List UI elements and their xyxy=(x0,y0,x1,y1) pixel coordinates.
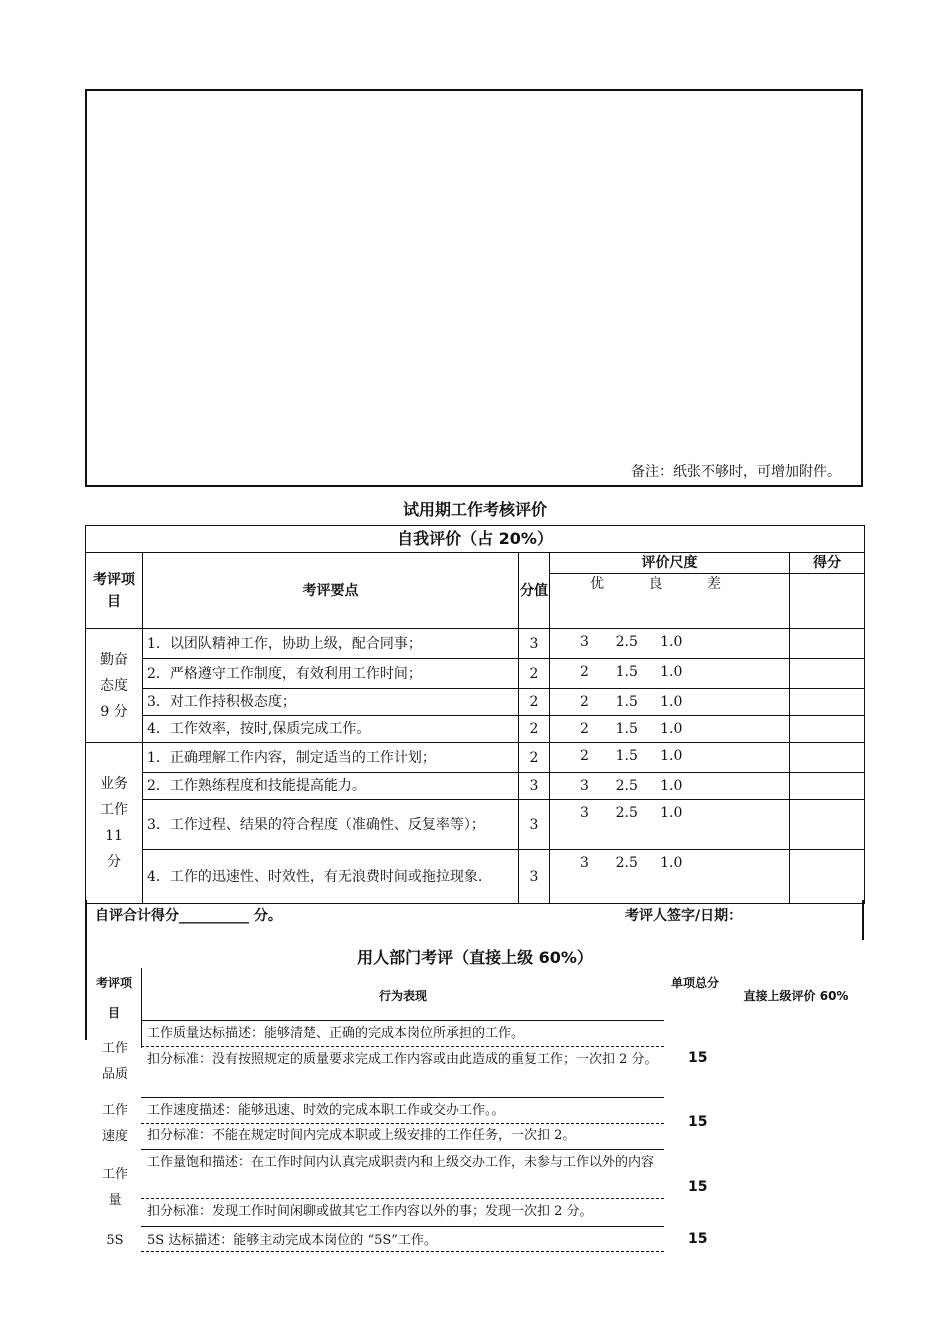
dept-desc: 工作速度描述：能够迅速、时效的完成本职工作或交办工作。。 xyxy=(147,1103,505,1118)
criterion-row: 2．工作熟练程度和技能提高能力。 xyxy=(143,773,519,800)
dept-score: 15 xyxy=(688,1114,708,1130)
scale-labels: 优 良 差 xyxy=(590,576,722,592)
criterion-value: 3 xyxy=(519,850,550,904)
dept-deduct: 扣分标准：发现工作时间闲聊或做其它工作内容以外的事；发现一次扣 2 分。 xyxy=(147,1204,593,1219)
dept-eval-header: 用人部门考评（直接上级 60%） xyxy=(357,948,593,967)
dept-desc: 5S 达标描述：能够主动完成本岗位的 “5S”工作。 xyxy=(147,1233,437,1248)
dept-score: 15 xyxy=(688,1050,708,1066)
dept-col-superior: 直接上级评价 60% xyxy=(743,989,849,1003)
dept-item-speed: 工作速度 xyxy=(101,1103,128,1144)
divider xyxy=(141,968,142,1048)
criterion-scale: 2 1.5 1.0 xyxy=(550,659,790,689)
criterion-scale: 2 1.5 1.0 xyxy=(550,743,790,773)
score-cell[interactable] xyxy=(790,689,865,716)
col-scale-header: 评价尺度 优 良 差 xyxy=(550,553,790,629)
criterion-row: 4．工作效率，按时,保质完成工作。 xyxy=(143,716,519,743)
page-title: 试用期工作考核评价 xyxy=(402,500,547,519)
dept-desc: 工作质量达标描述：能够清楚、正确的完成本岗位所承担的工作。 xyxy=(147,1026,525,1041)
criterion-scale: 3 2.5 1.0 xyxy=(550,629,790,659)
right-border xyxy=(862,900,864,940)
score-cell[interactable] xyxy=(790,850,865,904)
dept-deduct: 扣分标准：没有按照规定的质量要求完成工作内容或由此造成的重复工作；一次扣 2 分。 xyxy=(147,1052,658,1067)
criterion-row: 4．工作的迅速性、时效性，有无浪费时间或拖拉现象. xyxy=(143,850,519,904)
score-cell[interactable] xyxy=(790,773,865,800)
criterion-scale: 2 1.5 1.0 xyxy=(550,689,790,716)
dept-score: 15 xyxy=(688,1231,708,1247)
group-business: 业务工作11 分 xyxy=(86,743,143,904)
dashed-divider xyxy=(141,1198,664,1199)
self-total-score: 自评合计得分__________ 分。 xyxy=(95,908,282,924)
criterion-row: 3．工作过程、结果的符合程度（准确性、反复率等）； xyxy=(143,800,519,850)
dept-item-volume: 工作量 xyxy=(101,1167,128,1208)
divider xyxy=(141,1097,664,1098)
score-cell[interactable] xyxy=(790,629,865,659)
divider xyxy=(141,1020,664,1021)
criterion-value: 3 xyxy=(519,773,550,800)
col-score-header: 得分 xyxy=(790,553,865,629)
dashed-divider xyxy=(141,1046,664,1047)
self-eval-header: 自我评价（占 20%） xyxy=(86,526,865,553)
col-item-header: 考评项目 xyxy=(86,553,143,629)
group-attitude: 勤奋态度9 分 xyxy=(86,629,143,743)
score-cell[interactable] xyxy=(790,743,865,773)
dept-col-behavior: 行为表现 xyxy=(378,989,427,1003)
criterion-scale: 3 2.5 1.0 xyxy=(550,773,790,800)
col-points-header: 考评要点 xyxy=(143,553,519,629)
left-border xyxy=(85,900,87,1040)
criterion-row: 2．严格遵守工作制度，有效利用工作时间； xyxy=(143,659,519,689)
note-text: 备注：纸张不够时，可增加附件。 xyxy=(631,464,841,480)
criterion-scale: 2 1.5 1.0 xyxy=(550,716,790,743)
criterion-value: 3 xyxy=(519,800,550,850)
criterion-row: 3．对工作持积极态度； xyxy=(143,689,519,716)
score-cell[interactable] xyxy=(790,716,865,743)
dept-col-item: 考评项目 xyxy=(95,976,132,1020)
dept-item-5s: 5S xyxy=(106,1233,124,1248)
dashed-divider xyxy=(141,1251,664,1252)
divider xyxy=(141,1149,664,1150)
dept-col-total: 单项总分 xyxy=(670,976,719,990)
score-cell[interactable] xyxy=(790,659,865,689)
criterion-row: 1．以团队精神工作，协助上级，配合同事； xyxy=(143,629,519,659)
self-eval-table xyxy=(85,525,865,904)
criterion-value: 2 xyxy=(519,716,550,743)
dept-score: 15 xyxy=(688,1179,708,1195)
criterion-scale: 3 2.5 1.0 xyxy=(550,800,790,850)
dept-item-quality: 工作品质 xyxy=(101,1041,128,1082)
blank-content-box xyxy=(85,89,863,487)
signer-date: 考评人签字/日期： xyxy=(625,908,743,924)
criterion-value: 2 xyxy=(519,659,550,689)
dept-deduct: 扣分标准：不能在规定时间内完成本职或上级安排的工作任务，一次扣 2。 xyxy=(147,1128,576,1143)
criterion-value: 2 xyxy=(519,743,550,773)
criterion-row: 1．正确理解工作内容，制定适当的工作计划； xyxy=(143,743,519,773)
col-value-header: 分值 xyxy=(519,553,550,629)
criterion-value: 2 xyxy=(519,689,550,716)
score-cell[interactable] xyxy=(790,800,865,850)
criterion-value: 3 xyxy=(519,629,550,659)
divider xyxy=(141,1226,664,1227)
criterion-scale: 3 2.5 1.0 xyxy=(550,850,790,904)
dept-desc: 工作量饱和描述：在工作时间内认真完成职责内和上级交办工作，未参与工作以外的内容 xyxy=(147,1155,655,1170)
